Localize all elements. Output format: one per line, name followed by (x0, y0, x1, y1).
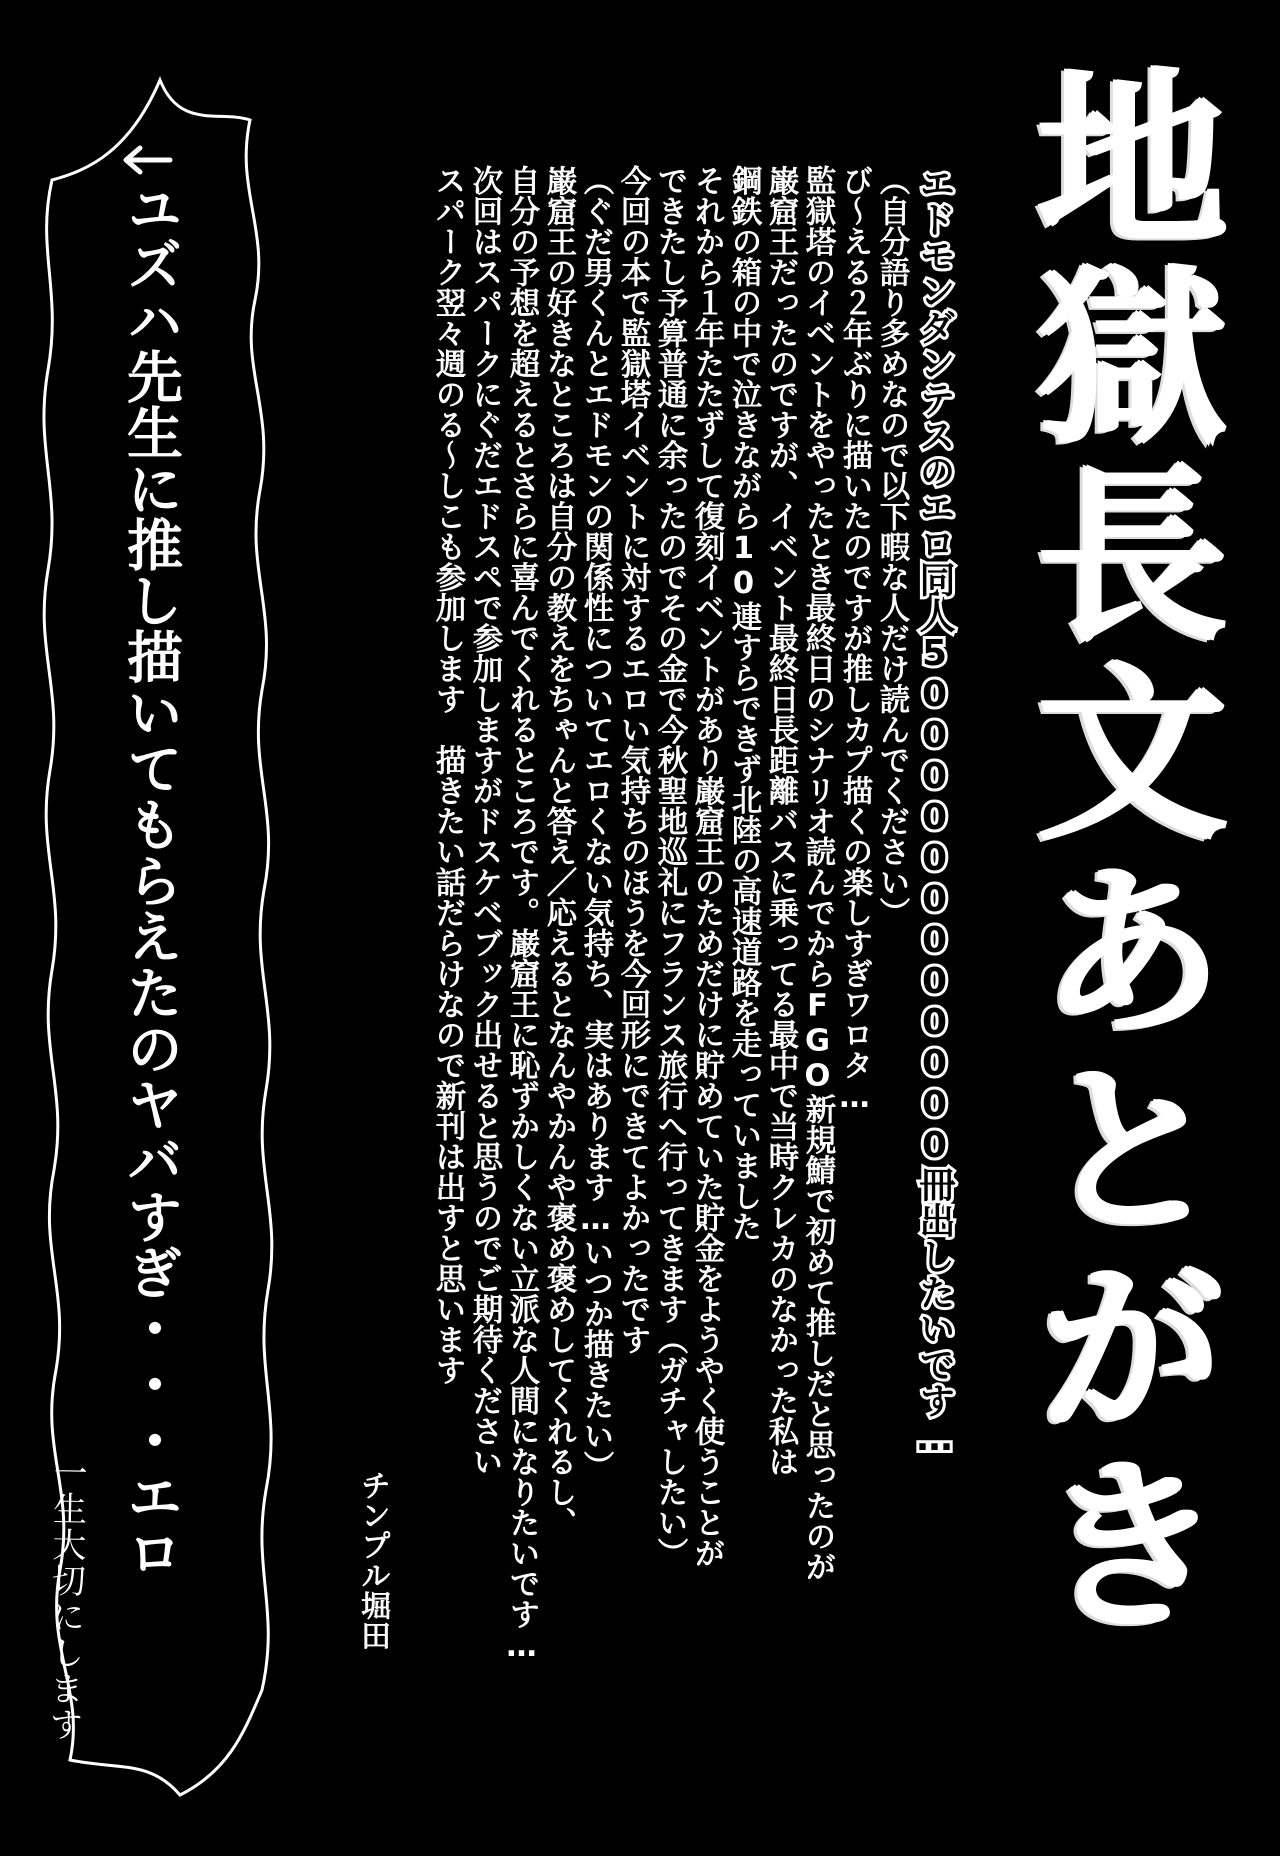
page-title: 地獄長文あとがき (1004, 60, 1227, 1644)
body-line: 自分の予想を超えるとさらに喜んでくれるところです。巌窟王に恥ずかしくない立派な人間になりたいです… (504, 165, 539, 1664)
body-line: 巌窟王の好きなところは自分の教えをちゃんと答え／応えるとなんやかんや褒め褒めしてくれるし、 (541, 165, 576, 1538)
afterword-body (429, 165, 910, 1664)
bubble-text: ユズハ先生に推し描いてもらえたのヤバすぎ・・・エロ (118, 180, 183, 1580)
body-line: （自分語り多めなので以下暇な人だけ読んでください） (874, 165, 909, 928)
subtitle: エドモンダンテスのエロ同人5000000000000冊出したいです… (914, 165, 955, 1459)
body-line: 鋼鉄の箱の中で泣きながら10連すらできず北陸の高速道路を走っていました (726, 165, 761, 1242)
body-line: （ぐだ男くんとエドモンの関係性についてエロくない気持ち、実はあります…いつか描きたい） (578, 165, 613, 1481)
body-line: それから１年たたずして復刻イベントがあり巌窟王のためだけに貯めていた貯金をようやく使うことが (689, 165, 724, 1568)
body-line: 今回の本で監獄塔イベントに対するエロい気持ちのほうを今回形にできてよかったです (615, 165, 650, 1355)
body-line: できたし予算普通に余ったのでその金で今秋聖地巡礼にフランス旅行へ行ってきます（ガチャしたい） (652, 165, 687, 1568)
author-signature: チンプル堀田 (355, 1470, 390, 1650)
body-line: スパーク翌々週のる～しこも参加します 描きたい話だらけなので新刊は出すと思います (430, 165, 465, 1385)
body-line: 監獄塔のイベントをやったとき最終日のシナリオ読んでからFGO新規鯖で初めて推しだと思ったのが (800, 165, 835, 1582)
body-line: 巌窟王だったのですが、イベント最終日長距離バスに乗ってる最中で当時クレカのなかった私は (763, 165, 798, 1477)
body-line: 次回はスパークにぐだエドスペで参加しますがドスケベブック出せると思うのでご期待ください (467, 165, 502, 1477)
handwritten-note: 一生大切にします (42, 1454, 88, 1744)
body-line: び～える２年ぶりに描いたのですが推しカプ描くの楽しすぎワロタ… (837, 165, 872, 1115)
